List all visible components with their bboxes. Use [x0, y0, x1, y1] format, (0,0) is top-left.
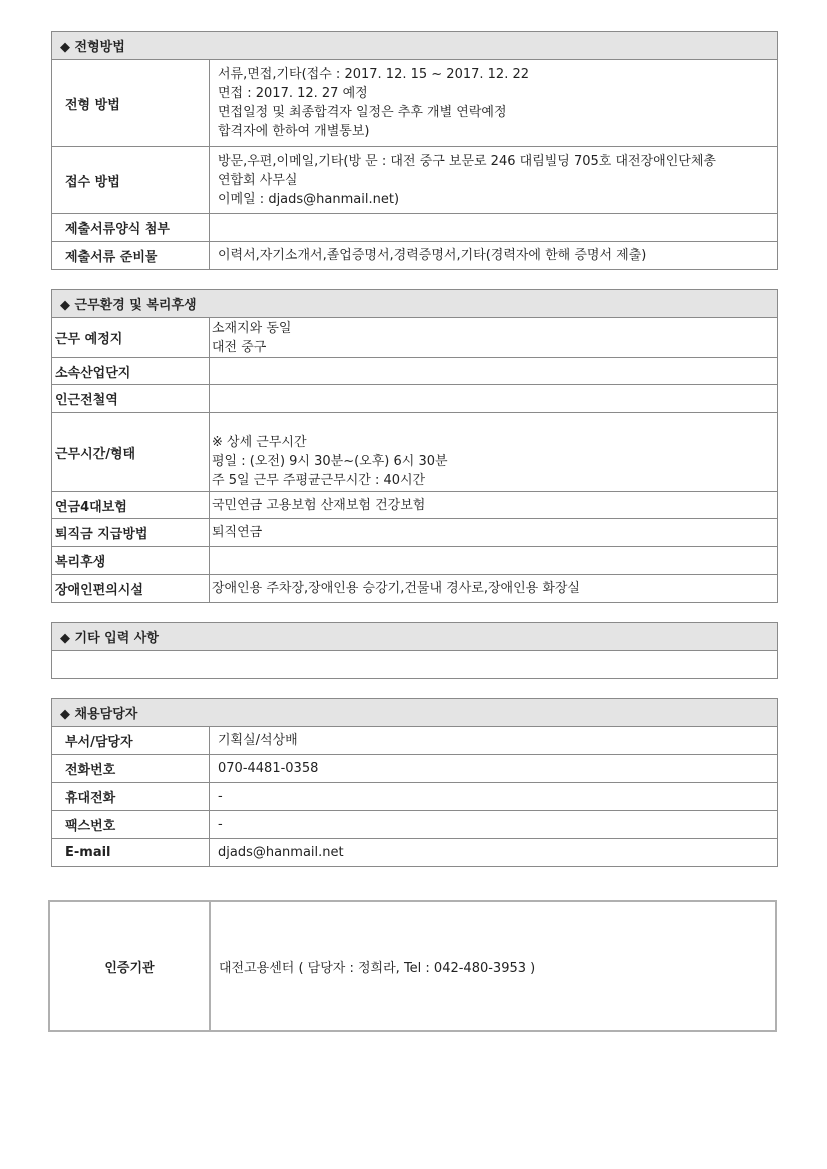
accessibility-value: 장애인용 주차장,장애인용 승강기,건물내 경사로,장애인용 화장실 — [210, 575, 778, 603]
certification-label: 인증기관 — [50, 902, 211, 1030]
industrial-complex-label: 소속산업단지 — [52, 358, 210, 385]
section-header-work: ◆ 근무환경 및 복리후생 — [52, 290, 778, 318]
fax-label: 팩스번호 — [52, 811, 210, 839]
accessibility-label: 장애인편의시설 — [52, 575, 210, 603]
phone-label: 전화번호 — [52, 755, 210, 783]
mobile-value: - — [210, 783, 778, 811]
mobile-label: 휴대전화 — [52, 783, 210, 811]
fax-value: - — [210, 811, 778, 839]
certification-value: 대전고용센터 ( 담당자 : 정희라, Tel : 042-480-3953 ) — [219, 960, 536, 976]
welfare-label: 복리후생 — [52, 547, 210, 575]
documents-required-value: 이력서,자기소개서,졸업증명서,경력증명서,기타(경력자에 한해 증명서 제출) — [210, 242, 778, 270]
nearby-station-label: 인근전철역 — [52, 385, 210, 413]
documents-required-label: 제출서류 준비물 — [52, 242, 210, 270]
screening-method-label: 전형 방법 — [52, 60, 210, 147]
certification-box — [48, 900, 777, 1032]
nearby-station-value — [210, 385, 778, 413]
screening-table — [51, 31, 778, 270]
department-label: 부서/담당자 — [52, 727, 210, 755]
work-hours-value: ※ 상세 근무시간 평일 : (오전) 9시 30분~(오후) 6시 30분 주 5일 근무 주평균근무시간 : 40시간 — [210, 413, 778, 492]
severance-value: 퇴직연금 — [210, 519, 778, 547]
phone-value: 070-4481-0358 — [210, 755, 778, 783]
screening-method-value: 서류,면접,기타(접수 : 2017. 12. 15 ~ 2017. 12. 22 면접 : 2017. 12. 27 예정 면접일정 및 최종합격자 일정은 추후 개별 연락예정 합격자에 한하여 개별통보) — [210, 60, 778, 147]
section-header-other: ◆ 기타 입력 사항 — [52, 623, 778, 651]
department-value: 기획실/석상배 — [210, 727, 778, 755]
section-header-screening: ◆ 전형방법 — [52, 32, 778, 60]
insurance-label: 연금4대보험 — [52, 492, 210, 519]
industrial-complex-value — [210, 358, 778, 385]
other-info-content — [52, 651, 778, 679]
section-header-contact: ◆ 채용담당자 — [52, 699, 778, 727]
work-location-value: 소재지와 동일 대전 중구 — [210, 318, 778, 358]
document-form-value — [210, 214, 778, 242]
insurance-value: 국민연금 고용보험 산재보험 건강보험 — [210, 492, 778, 519]
work-hours-label: 근무시간/형태 — [52, 413, 210, 492]
severance-label: 퇴직금 지급방법 — [52, 519, 210, 547]
welfare-value — [210, 547, 778, 575]
work-location-label: 근무 예정지 — [52, 318, 210, 358]
work-environment-table — [51, 289, 778, 603]
other-info-table — [51, 622, 778, 679]
document-form-label: 제출서류양식 첨부 — [52, 214, 210, 242]
application-method-label: 접수 방법 — [52, 147, 210, 214]
application-method-value: 방문,우편,이메일,기타(방 문 : 대전 중구 보문로 246 대림빌딩 705호 대전장애인단체총 연합회 사무실 이메일 : djads@hanmail.net) — [210, 147, 778, 214]
email-label: E-mail — [52, 839, 210, 867]
email-value: djads@hanmail.net — [210, 839, 778, 867]
contact-table — [51, 698, 778, 867]
